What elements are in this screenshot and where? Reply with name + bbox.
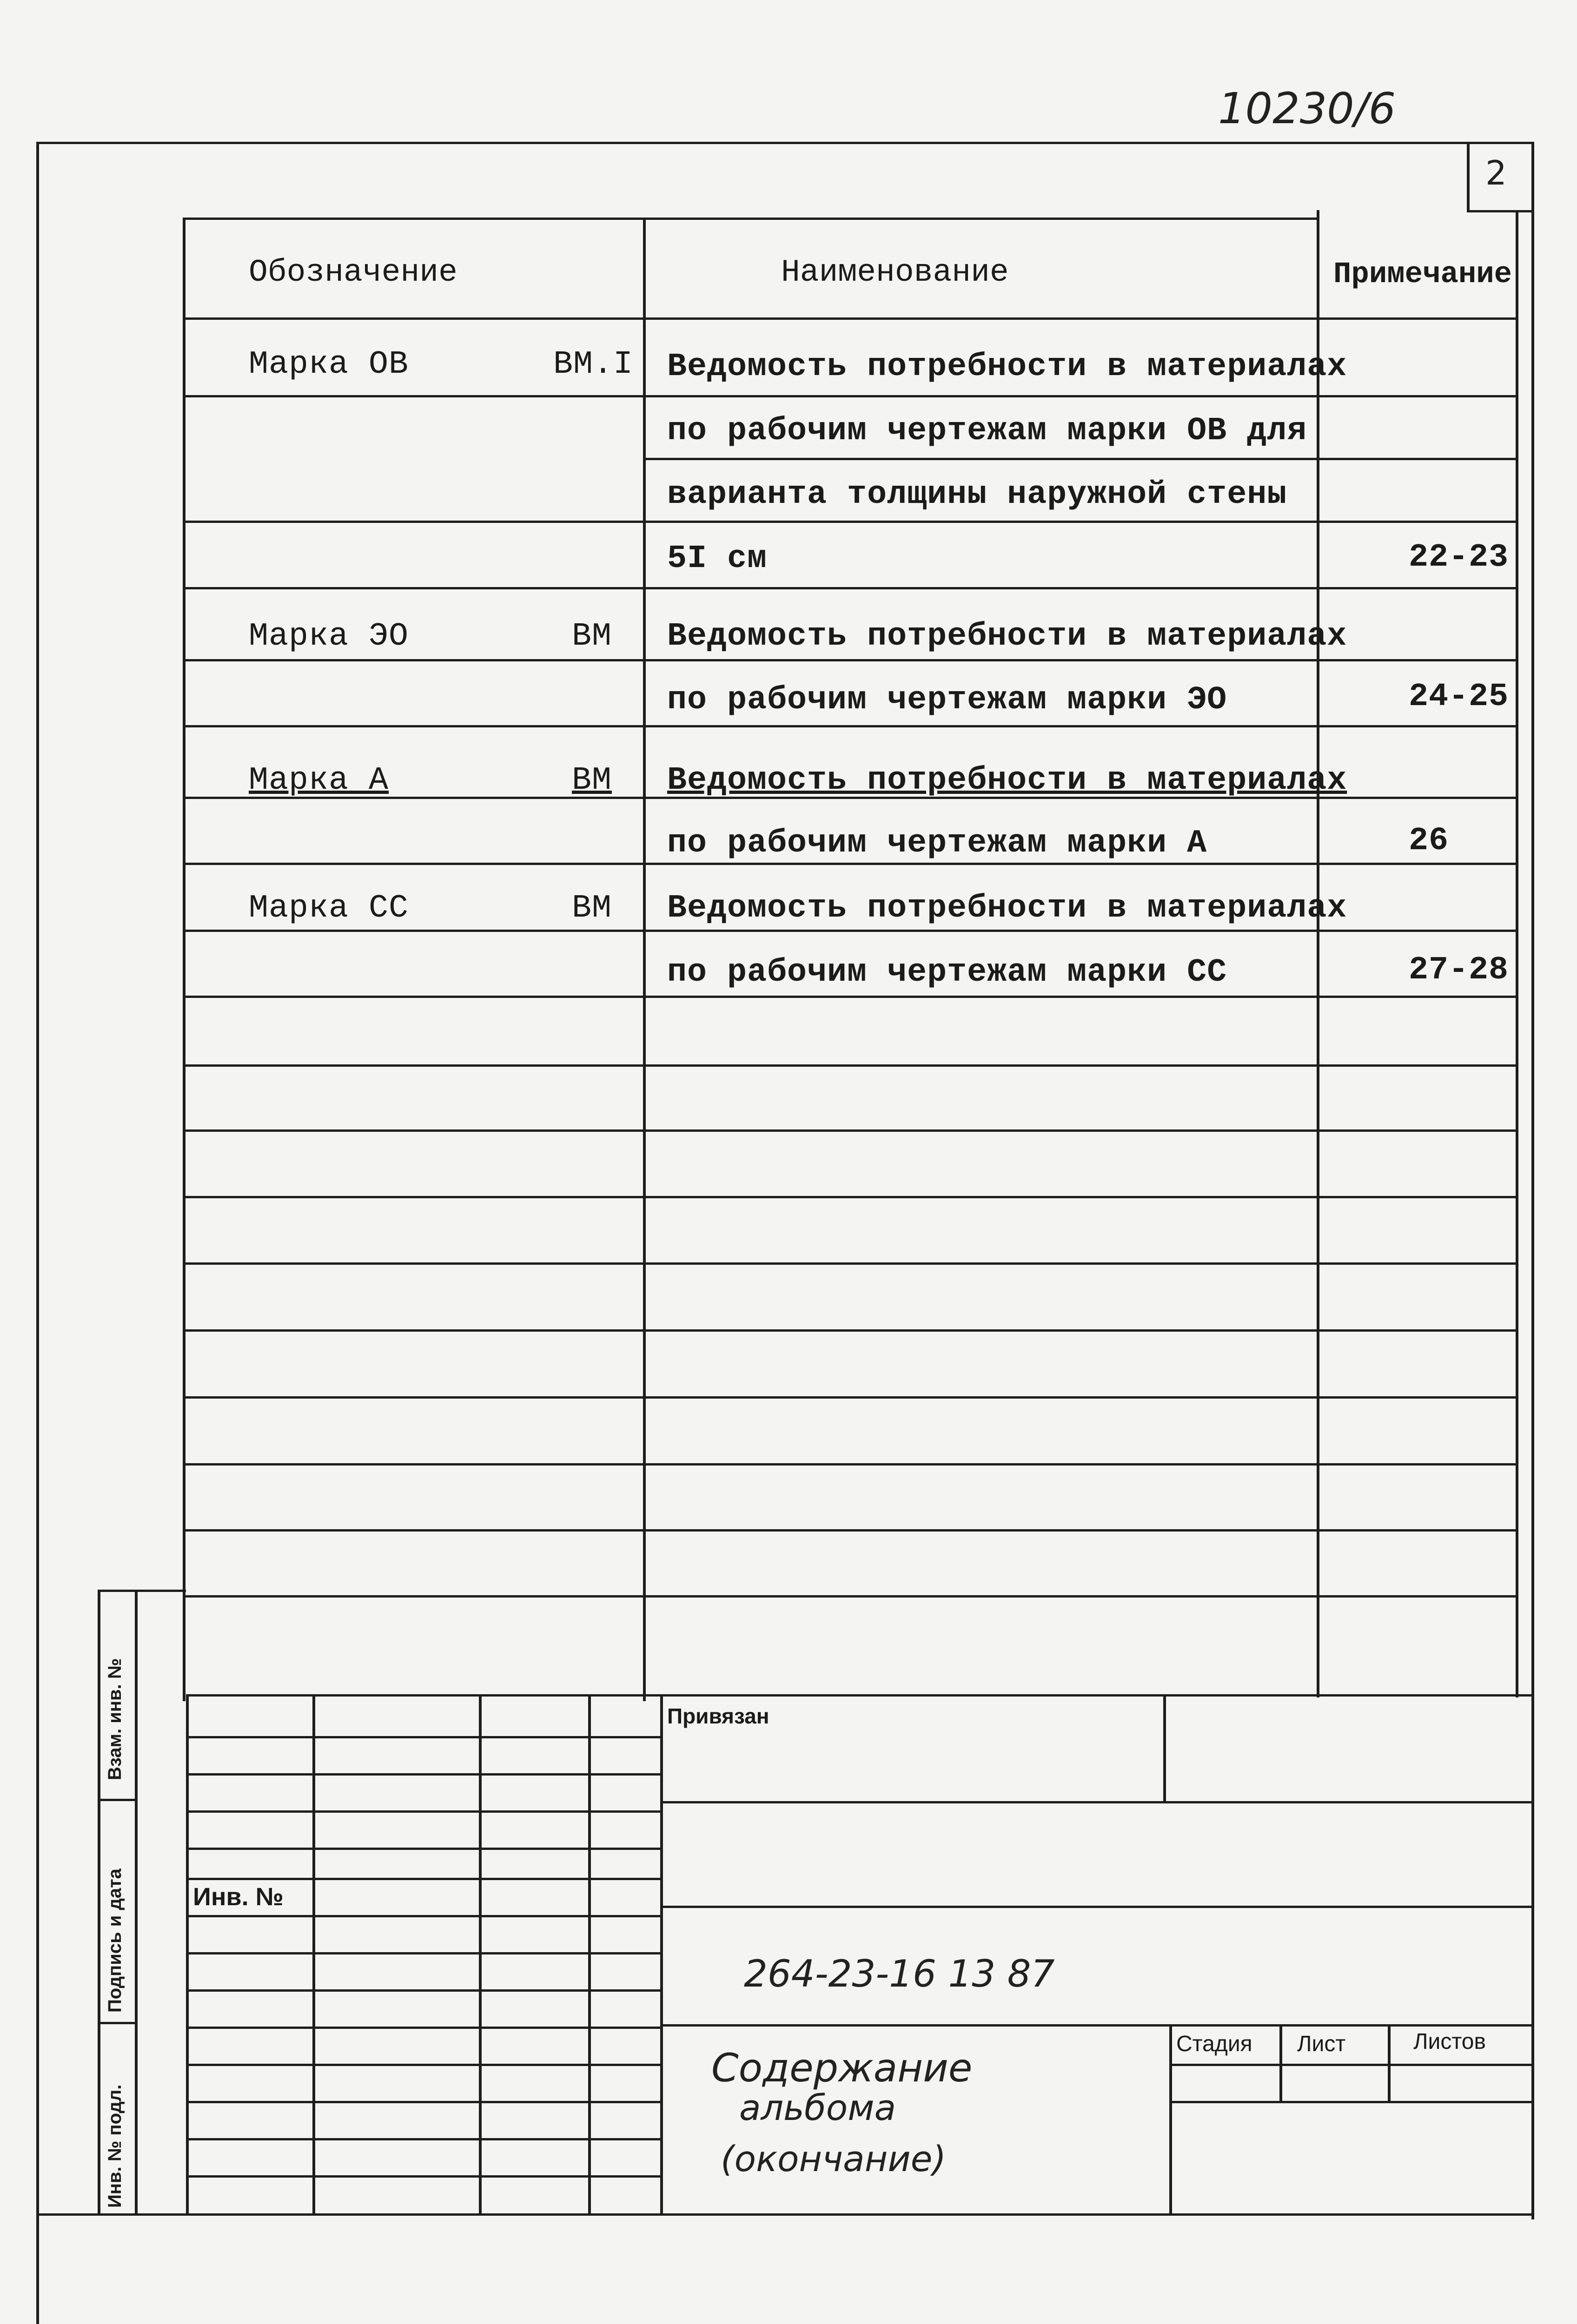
side-label-inv-orig: Инв. № подл. [105, 2084, 125, 2208]
stamp-bound-divider [1163, 1694, 1166, 1802]
document-number: 10230/6 [1218, 84, 1396, 133]
header-designation: Обозначение [249, 255, 457, 290]
side-strip-line [98, 1799, 137, 1801]
table-row-line [183, 930, 1517, 932]
side-label-sign-date: Подпись и дата [105, 1868, 125, 2013]
table-row-line [183, 587, 1517, 589]
sheet-box-bottom [1467, 210, 1533, 212]
frame-bottom-border [36, 2213, 1533, 2216]
row-name-line: варианта толщины наружной стены [667, 476, 1287, 513]
stamp-row-line [186, 1915, 660, 1917]
row-code: ВМ [572, 890, 612, 927]
stamp-row-line [1169, 2101, 1532, 2103]
stamp-row-line [660, 1801, 1532, 1803]
row-designation: Марка СС [249, 890, 409, 927]
project-code: 264-23-16 13 87 [744, 1952, 1055, 1995]
table-row-line [183, 863, 1517, 865]
row-name-line: по рабочим чертежам марки СС [667, 954, 1227, 991]
stamp-title-divider [1169, 2024, 1172, 2215]
table-row-line [183, 1463, 1517, 1466]
stamp-row-line [660, 1906, 1532, 1908]
stamp-row-line [186, 1810, 660, 1813]
stamp-row-line [186, 2175, 660, 2178]
stamp-title-line: альбома [739, 2087, 896, 2128]
stamp-row-line [1169, 2064, 1532, 2066]
stamp-column-line [588, 1694, 591, 2215]
header-note: Примечание [1333, 258, 1512, 291]
table-row-line [643, 458, 1517, 460]
row-name-line: 5I см [667, 541, 768, 577]
table-row-line [183, 1329, 1517, 1332]
stamp-row-line [186, 1736, 660, 1738]
row-code: ВМ.I [553, 346, 634, 383]
table-divider-name [1317, 210, 1319, 1697]
stamp-row-line [186, 2027, 660, 2029]
stamp-sheets-label: Листов [1413, 2029, 1486, 2054]
stamp-row-line [186, 2064, 660, 2066]
table-row-line [183, 1262, 1517, 1265]
stamp-top-border [186, 1694, 1532, 1697]
stamp-inv-label: Инв. № [193, 1883, 284, 1911]
stamp-row-line [186, 1878, 660, 1880]
frame-left-border [36, 142, 39, 2324]
table-left-border [183, 218, 186, 1701]
row-name-line: по рабочим чертежам марки ОВ для [667, 413, 1307, 449]
row-name-line: Ведомость потребности в материалах [667, 890, 1347, 927]
row-note: 27-28 [1409, 952, 1509, 989]
stamp-stage-label: Стадия [1176, 2032, 1252, 2056]
stamp-row-line [186, 1952, 660, 1954]
table-row-line [183, 1196, 1517, 1198]
row-name-line: Ведомость потребности в материалах [667, 349, 1347, 385]
row-note: 26 [1409, 823, 1449, 859]
row-note: 22-23 [1409, 539, 1509, 576]
row-code: ВМ [572, 762, 612, 799]
sheet-box-left [1467, 142, 1470, 211]
side-strip-inner [135, 1590, 138, 2215]
side-label-replace-inv: Взам. инв. № [105, 1658, 125, 1780]
stamp-row-line [186, 2138, 660, 2140]
table-row-line [183, 725, 1517, 727]
stamp-row-line [660, 2024, 1532, 2027]
stamp-bound-label: Привязан [667, 1704, 769, 1728]
stamp-column-line [660, 1694, 663, 2215]
sheet-number: 2 [1485, 153, 1507, 192]
stamp-row-line [186, 1773, 660, 1776]
table-row-line [183, 395, 1517, 397]
stamp-sheet-label: Лист [1297, 2032, 1346, 2056]
table-divider-designation [643, 218, 646, 1701]
table-row-line [183, 996, 1517, 998]
table-row-line [183, 659, 1517, 661]
row-name-line: Ведомость потребности в материалах [667, 618, 1347, 655]
table-header-line [183, 317, 1517, 320]
row-name-line: по рабочим чертежам марки А [667, 825, 1207, 862]
row-designation: Марка ЭО [249, 618, 409, 655]
table-row-line [183, 1529, 1517, 1532]
table-row-line [183, 1064, 1517, 1067]
row-designation: Марка А [249, 762, 389, 799]
stamp-title-line: (окончание) [721, 2138, 947, 2179]
stamp-left-border [186, 1694, 189, 2215]
row-code: ВМ [572, 618, 612, 655]
table-top-border [183, 218, 1317, 220]
row-name-line: Ведомость потребности в материалах [667, 762, 1347, 799]
stamp-row-line [186, 2101, 660, 2103]
row-note: 24-25 [1409, 679, 1509, 715]
side-strip-line [98, 2022, 137, 2024]
row-designation: Марка ОВ [249, 346, 409, 383]
table-row-line [183, 1396, 1517, 1399]
stamp-row-line [186, 1989, 660, 1992]
table-right-border [1516, 210, 1518, 1697]
table-row-line [183, 1595, 1517, 1598]
table-row-line [183, 521, 1517, 523]
stamp-column-line [312, 1694, 315, 2215]
header-name: Наименование [781, 255, 1009, 290]
stamp-title-line: Содержание [711, 2045, 973, 2091]
row-name-line: по рабочим чертежам марки ЭО [667, 682, 1227, 719]
stamp-column-line [479, 1694, 482, 2215]
stamp-row-line [186, 1848, 660, 1850]
frame-top-border [36, 142, 1534, 144]
side-strip-left [98, 1590, 100, 2215]
side-strip-top [98, 1590, 186, 1592]
table-row-line [183, 1129, 1517, 1132]
